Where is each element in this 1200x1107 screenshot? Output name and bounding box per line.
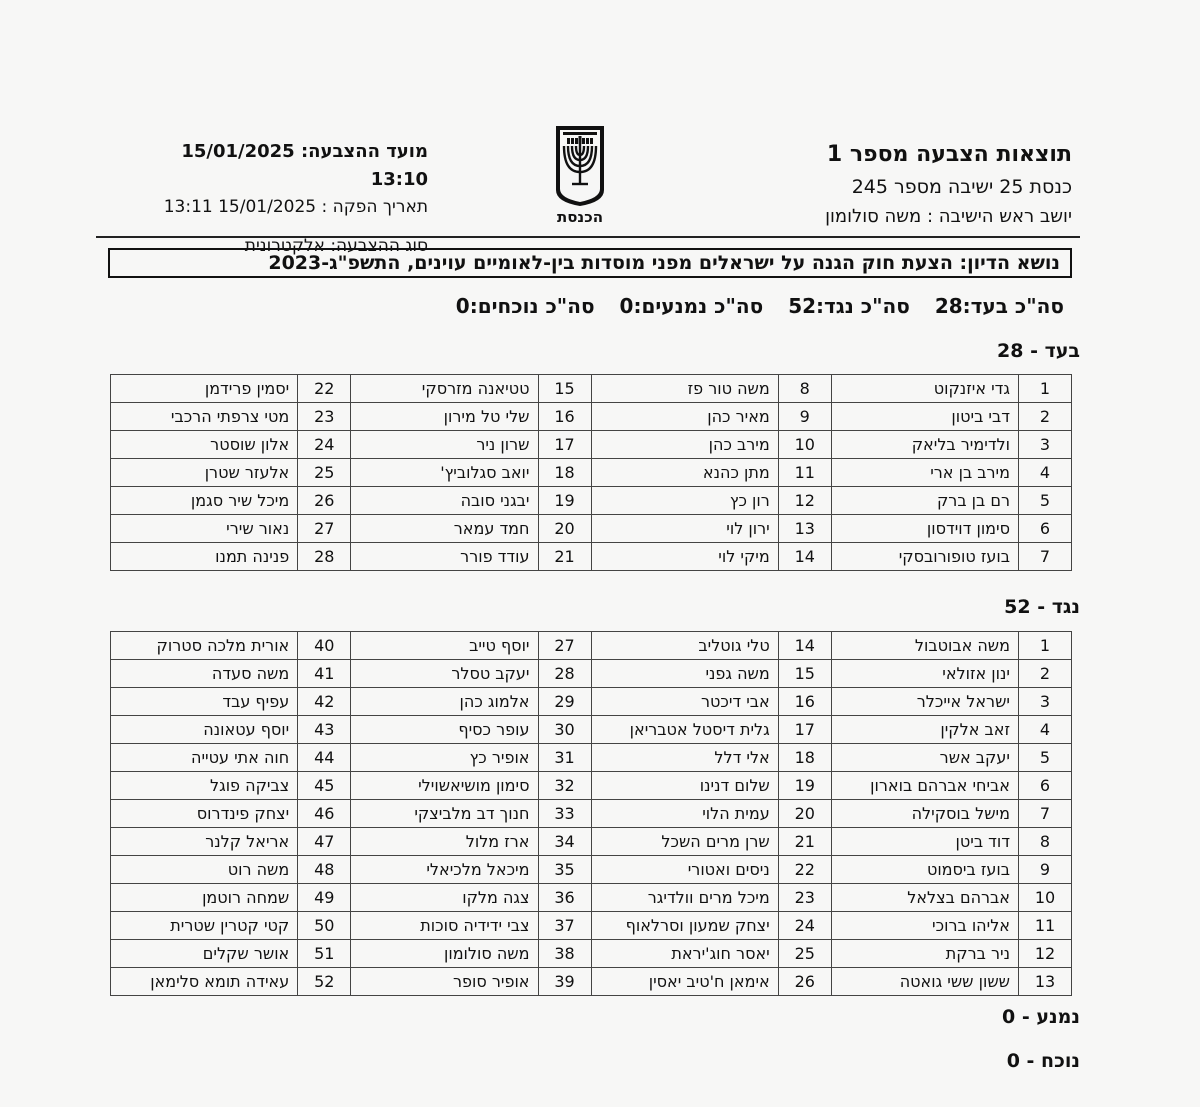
- member-name: אופיר סופר: [351, 968, 538, 996]
- member-number: 13: [778, 515, 831, 543]
- member-number: 51: [298, 940, 351, 968]
- member-name: אברהם בצלאל: [831, 884, 1018, 912]
- for-members-table: [110, 374, 1072, 571]
- member-number: 27: [538, 632, 591, 660]
- member-name: סימון דוידסון: [831, 515, 1018, 543]
- knesset-session: כנסת 25 ישיבה מספר 245: [851, 176, 1072, 198]
- member-number: 28: [538, 660, 591, 688]
- table-row: [111, 744, 1072, 772]
- present-section-title: נוכח - 0: [1006, 1050, 1080, 1072]
- member-name: מאיר כהן: [591, 403, 778, 431]
- member-name: ינון אזולאי: [831, 660, 1018, 688]
- member-name: עפיף עבד: [111, 688, 298, 716]
- member-number: 10: [778, 431, 831, 459]
- member-number: 19: [778, 772, 831, 800]
- member-number: 28: [298, 543, 351, 571]
- member-number: 25: [298, 459, 351, 487]
- member-name: משה סולומון: [351, 940, 538, 968]
- member-number: 50: [298, 912, 351, 940]
- member-number: 33: [538, 800, 591, 828]
- member-name: מתן כהנא: [591, 459, 778, 487]
- total-present: סה"כ נוכחים:0: [455, 294, 595, 318]
- member-number: 35: [538, 856, 591, 884]
- member-number: 9: [1019, 856, 1072, 884]
- member-number: 2: [1019, 660, 1072, 688]
- member-number: 16: [778, 688, 831, 716]
- member-number: 14: [778, 632, 831, 660]
- member-name: אריאל קלנר: [111, 828, 298, 856]
- member-name: בועז ביסמוט: [831, 856, 1018, 884]
- member-name: אלי דלל: [591, 744, 778, 772]
- member-name: ולדימיר בליאק: [831, 431, 1018, 459]
- member-number: 42: [298, 688, 351, 716]
- member-number: 52: [298, 968, 351, 996]
- member-name: מירב בן ארי: [831, 459, 1018, 487]
- member-number: 17: [538, 431, 591, 459]
- member-name: ישראל אייכלר: [831, 688, 1018, 716]
- member-number: 7: [1019, 800, 1072, 828]
- member-name: עמית הלוי: [591, 800, 778, 828]
- member-number: 4: [1019, 716, 1072, 744]
- member-number: 22: [298, 375, 351, 403]
- member-number: 23: [298, 403, 351, 431]
- member-name: מירב כהן: [591, 431, 778, 459]
- table-row: [111, 632, 1072, 660]
- member-number: 22: [778, 856, 831, 884]
- member-name: טלי גוטליב: [591, 632, 778, 660]
- member-number: 1: [1019, 632, 1072, 660]
- member-name: יאסר חוג'יראת: [591, 940, 778, 968]
- table-row: [111, 543, 1072, 571]
- member-name: שלי טל מירון: [351, 403, 538, 431]
- member-number: 1: [1019, 375, 1072, 403]
- member-number: 26: [298, 487, 351, 515]
- member-number: 45: [298, 772, 351, 800]
- member-number: 6: [1019, 772, 1072, 800]
- table-row: [111, 660, 1072, 688]
- member-name: חנוך דב מלביצקי: [351, 800, 538, 828]
- member-name: אבי דיכטר: [591, 688, 778, 716]
- member-name: משה גפני: [591, 660, 778, 688]
- member-name: אורית מלכה סטרוק: [111, 632, 298, 660]
- table-row: [111, 716, 1072, 744]
- member-number: 18: [778, 744, 831, 772]
- member-number: 8: [778, 375, 831, 403]
- member-name: יעקב טסלר: [351, 660, 538, 688]
- member-name: משה אבוטבול: [831, 632, 1018, 660]
- table-row: [111, 431, 1072, 459]
- member-name: נאור שירי: [111, 515, 298, 543]
- member-name: זאב אלקין: [831, 716, 1018, 744]
- member-name: רם בן ברק: [831, 487, 1018, 515]
- table-row: [111, 403, 1072, 431]
- member-name: סימון מושיאשוילי: [351, 772, 538, 800]
- member-number: 19: [538, 487, 591, 515]
- member-number: 21: [538, 543, 591, 571]
- member-name: ניר ברקת: [831, 940, 1018, 968]
- member-name: אלעזר שטרן: [111, 459, 298, 487]
- member-name: צבי ידידיה סוכות: [351, 912, 538, 940]
- table-row: [111, 487, 1072, 515]
- member-name: גדי איזנקוט: [831, 375, 1018, 403]
- knesset-emblem: [553, 124, 607, 226]
- member-name: מיקי לוי: [591, 543, 778, 571]
- member-number: 6: [1019, 515, 1072, 543]
- member-name: אליהו ברוכי: [831, 912, 1018, 940]
- member-number: 38: [538, 940, 591, 968]
- table-row: [111, 688, 1072, 716]
- member-name: צביקה פוגל: [111, 772, 298, 800]
- total-for: סה"כ בעד:28: [934, 294, 1064, 318]
- member-name: צגה מלקו: [351, 884, 538, 912]
- total-abstain: סה"כ נמנעים:0: [619, 294, 764, 318]
- discussion-topic: נושא הדיון: הצעת חוק הגנה על ישראלים מפני מוסדות בין-לאומיים עוינים, התשפ"ג-2023: [108, 248, 1072, 278]
- member-number: 44: [298, 744, 351, 772]
- member-number: 3: [1019, 688, 1072, 716]
- member-name: אביחי אברהם בוארון: [831, 772, 1018, 800]
- member-number: 8: [1019, 828, 1072, 856]
- member-number: 46: [298, 800, 351, 828]
- member-name: דוד ביטן: [831, 828, 1018, 856]
- member-number: 13: [1019, 968, 1072, 996]
- member-name: מיכאל מלכיאלי: [351, 856, 538, 884]
- member-number: 43: [298, 716, 351, 744]
- member-name: חוה אתי עטייה: [111, 744, 298, 772]
- member-name: ירון לוי: [591, 515, 778, 543]
- vote-time: מועד ההצבעה: 15/01/2025 13:10: [181, 141, 428, 190]
- member-number: 16: [538, 403, 591, 431]
- header-divider: [96, 236, 1080, 238]
- member-name: שרן מרים השכל: [591, 828, 778, 856]
- member-name: רון כץ: [591, 487, 778, 515]
- member-number: 7: [1019, 543, 1072, 571]
- member-number: 25: [778, 940, 831, 968]
- total-against: סה"כ נגד:52: [788, 294, 910, 318]
- member-name: יצחק פינדרוס: [111, 800, 298, 828]
- table-row: [111, 856, 1072, 884]
- member-number: 30: [538, 716, 591, 744]
- session-chair: יושב ראש הישיבה : משה סולומון: [825, 206, 1072, 227]
- table-row: [111, 828, 1072, 856]
- member-name: יעקב אשר: [831, 744, 1018, 772]
- member-number: 12: [1019, 940, 1072, 968]
- member-number: 11: [1019, 912, 1072, 940]
- member-name: משה טור פז: [591, 375, 778, 403]
- member-number: 48: [298, 856, 351, 884]
- member-number: 21: [778, 828, 831, 856]
- document-header: [652, 138, 1072, 232]
- member-number: 49: [298, 884, 351, 912]
- member-number: 34: [538, 828, 591, 856]
- vote-totals: [438, 294, 1064, 318]
- member-name: ששון ששי גואטה: [831, 968, 1018, 996]
- member-number: 41: [298, 660, 351, 688]
- member-name: טטיאנה מזרסקי: [351, 375, 538, 403]
- member-number: 36: [538, 884, 591, 912]
- member-name: יוסף עטאונה: [111, 716, 298, 744]
- member-number: 23: [778, 884, 831, 912]
- for-section-title: בעד - 28: [997, 340, 1080, 362]
- member-number: 32: [538, 772, 591, 800]
- member-name: שלום דנינו: [591, 772, 778, 800]
- member-number: 27: [298, 515, 351, 543]
- member-name: יסמין פרידמן: [111, 375, 298, 403]
- table-row: [111, 800, 1072, 828]
- member-name: חמד עמאר: [351, 515, 538, 543]
- member-name: מישל בוסקילה: [831, 800, 1018, 828]
- table-row: [111, 772, 1072, 800]
- abstain-section-title: נמנע - 0: [1002, 1006, 1080, 1028]
- member-number: 12: [778, 487, 831, 515]
- member-number: 20: [778, 800, 831, 828]
- member-name: בועז טופורובסקי: [831, 543, 1018, 571]
- member-name: דבי ביטון: [831, 403, 1018, 431]
- member-name: אופיר כץ: [351, 744, 538, 772]
- emblem-caption: הכנסת: [556, 208, 604, 226]
- member-name: ניסים ואטורי: [591, 856, 778, 884]
- member-number: 4: [1019, 459, 1072, 487]
- member-number: 18: [538, 459, 591, 487]
- member-name: משה רוט: [111, 856, 298, 884]
- table-row: [111, 940, 1072, 968]
- member-number: 24: [778, 912, 831, 940]
- member-number: 29: [538, 688, 591, 716]
- member-name: אלמוג כהן: [351, 688, 538, 716]
- member-number: 11: [778, 459, 831, 487]
- member-name: אלון שוסטר: [111, 431, 298, 459]
- member-name: יבגני סובה: [351, 487, 538, 515]
- member-number: 15: [778, 660, 831, 688]
- member-number: 14: [778, 543, 831, 571]
- member-name: עאידה תומא סלימאן: [111, 968, 298, 996]
- table-row: [111, 884, 1072, 912]
- member-name: אושר שקלים: [111, 940, 298, 968]
- member-name: עודד פורר: [351, 543, 538, 571]
- member-number: 24: [298, 431, 351, 459]
- table-row: [111, 515, 1072, 543]
- member-name: גלית דיסטל אטבריאן: [591, 716, 778, 744]
- member-number: 39: [538, 968, 591, 996]
- table-row: [111, 912, 1072, 940]
- member-number: 20: [538, 515, 591, 543]
- member-name: פנינה תמנו: [111, 543, 298, 571]
- member-number: 47: [298, 828, 351, 856]
- against-section-title: נגד - 52: [1004, 596, 1080, 618]
- member-name: יואב סגלוביץ': [351, 459, 538, 487]
- member-number: 31: [538, 744, 591, 772]
- member-number: 3: [1019, 431, 1072, 459]
- member-name: קטי קטרין שטרית: [111, 912, 298, 940]
- member-number: 5: [1019, 744, 1072, 772]
- member-name: אימאן ח'טיב יאסין: [591, 968, 778, 996]
- vote-metadata: [128, 138, 428, 266]
- against-members-table: [110, 631, 1072, 996]
- member-name: מיכל שיר סגמן: [111, 487, 298, 515]
- member-number: 37: [538, 912, 591, 940]
- member-number: 15: [538, 375, 591, 403]
- member-number: 26: [778, 968, 831, 996]
- vote-type: סוג ההצבעה: אלקטרונית: [244, 236, 428, 256]
- member-name: שרון ניר: [351, 431, 538, 459]
- table-row: [111, 459, 1072, 487]
- member-number: 17: [778, 716, 831, 744]
- table-row: [111, 375, 1072, 403]
- member-name: מיכל מרים וולדיגר: [591, 884, 778, 912]
- member-name: משה סעדה: [111, 660, 298, 688]
- member-name: ארז מלול: [351, 828, 538, 856]
- member-name: מטי צרפתי הרכבי: [111, 403, 298, 431]
- member-name: שמחה רוטמן: [111, 884, 298, 912]
- table-row: [111, 968, 1072, 996]
- member-number: 10: [1019, 884, 1072, 912]
- member-name: יצחק שמעון וסרלאוף: [591, 912, 778, 940]
- vote-title: תוצאות הצבעה מספר 1: [826, 142, 1072, 167]
- member-number: 5: [1019, 487, 1072, 515]
- member-name: עופר כסיף: [351, 716, 538, 744]
- member-name: יוסף טייב: [351, 632, 538, 660]
- member-number: 40: [298, 632, 351, 660]
- member-number: 9: [778, 403, 831, 431]
- member-number: 2: [1019, 403, 1072, 431]
- print-date: תאריך הפקה : 15/01/2025 13:11: [163, 197, 428, 217]
